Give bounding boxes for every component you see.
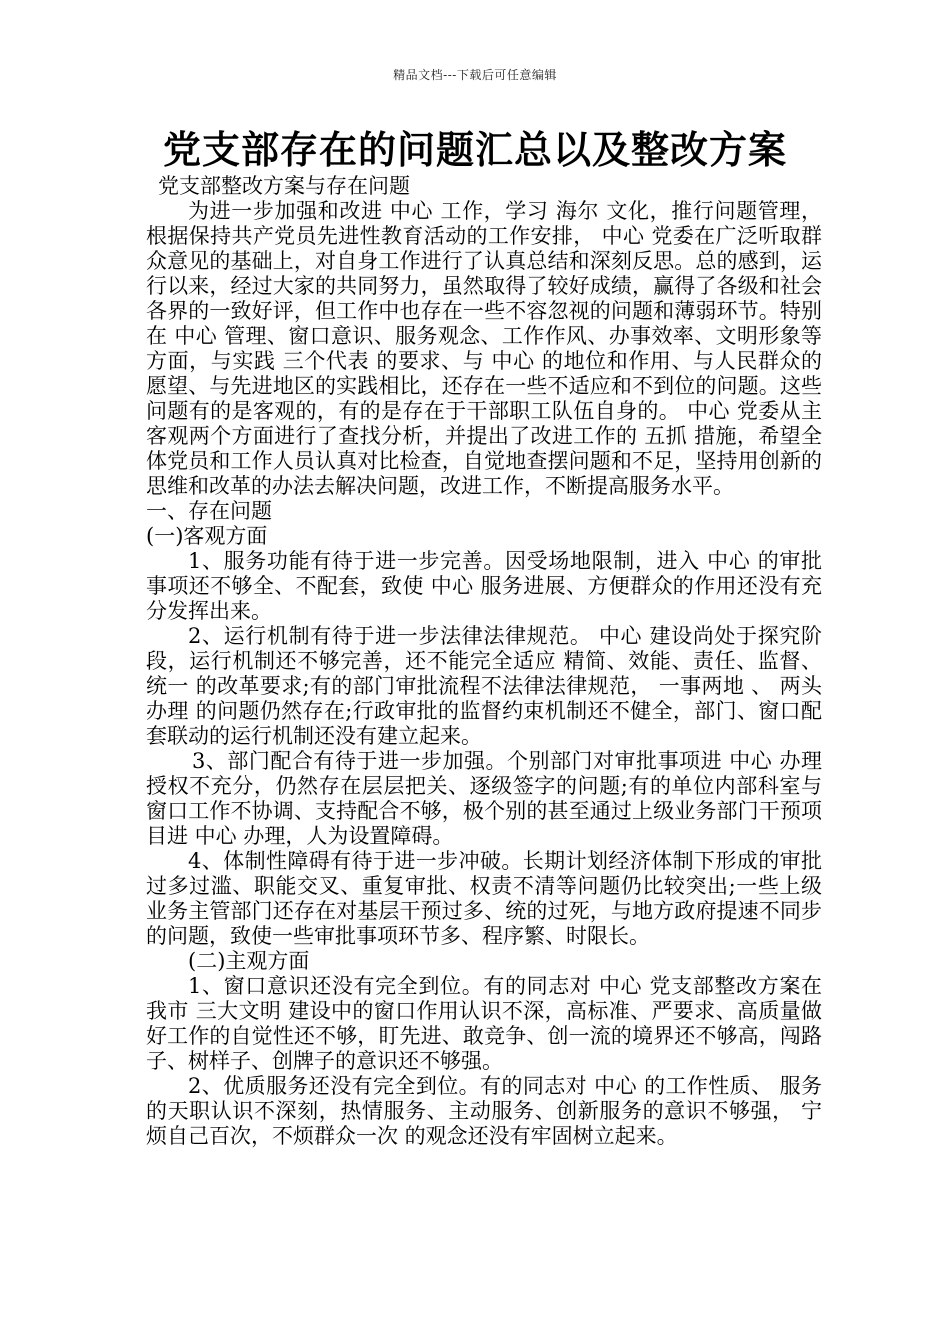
objective-item-3: 3、部门配合有待于进一步加强。个别部门对审批事项进 中心 办理授权不充分，仍然存在层层把关、逐级签字的问题;有的单位内部科室与窗口工作不协调、支持配合不够，极个别的甚至通过上级业务部门干预项目进 中心 办理，人为设置障碍。: [146, 749, 822, 848]
page-title: 党支部存在的问题汇总以及整改方案: [162, 128, 787, 172]
subsection-heading-subjective: (二)主观方面: [188, 949, 310, 973]
document-body: [146, 174, 822, 1149]
subjective-item-1: 1、窗口意识还没有完全到位。有的同志对 中心 党支部整改方案在我市 三大文明 建设中的窗口作用认识不深，高标准、严要求、高质量做好工作的自觉性还不够，盯先进、敢竞争、创一流的境界还不够高，闯路子、树样子、创牌子的意识还不够强。: [146, 974, 822, 1073]
subjective-item-2: 2、优质服务还没有完全到位。有的同志对 中心 的工作性质、 服务 的天职认识不深刻，热情服务、主动服务、创新服务的意识不够强， 宁烦自己百次，不烦群众一次 的观念还没有牢固树立起来。: [146, 1074, 822, 1148]
intro-paragraph: 为进一步加强和改进 中心 工作，学习 海尔 文化，推行问题管理，根据保持共产党员先进性教育活动的工作安排， 中心 党委在广泛听取群众意见的基础上，对自身工作进行了认真总结和深刻反思。总的感到，运行以来，经过大家的共同努力，虽然取得了较好成绩，赢得了各级和社会各界的一致好评，但工作中也存在一些不容忽视的问题和薄弱环节。特别在 中心 管理、窗口意识、服务观念、工作作风、办事效率、文明形象等方面，与实践 三个代表 的要求、与 中心 的地位和作用、与人民群众的愿望、与先进地区的实践相比，还存在一些不适应和不到位的问题。这些问题有的是客观的，有的是存在于干部职工队伍自身的。 中心 党委从主客观两个方面进行了查找分析，并提出了改进工作的 五抓 措施，希望全体党员和工作人员认真对比检查，自觉地查摆问题和不足，坚持用创新的思维和改革的办法去解决问题，改进工作，不断提高服务水平。: [146, 199, 822, 498]
header-note: 精品文档---下载后可任意编辑: [393, 68, 557, 82]
document-subtitle: 党支部整改方案与存在问题: [158, 174, 410, 198]
section-heading-problems: 一、存在问题: [146, 499, 272, 523]
objective-item-4: 4、体制性障碍有待于进一步冲破。长期计划经济体制下形成的审批过多过滥、职能交叉、重复审批、权责不清等问题仍比较突出;一些上级业务主管部门还存在对基层干预过多、统的过死，与地方政府提速不同步的问题，致使一些审批事项环节多、程序繁、时限长。: [146, 849, 822, 948]
objective-item-2: 2、运行机制有待于进一步法律法律规范。 中心 建设尚处于探究阶段，运行机制还不够完善，还不能完全适应 精简、效能、责任、监督、统一 的改革要求;有的部门审批流程不法律法律规范， 一事两地 、 两头办理 的问题仍然存在;行政审批的监督约束机制还不健全，部门、窗口配套联动的运行机制还没有建立起来。: [146, 624, 822, 748]
objective-item-1: 1、服务功能有待于进一步完善。因受场地限制，进入 中心 的审批事项还不够全、不配套，致使 中心 服务进展、方便群众的作用还没有充分发挥出来。: [146, 549, 822, 623]
subsection-heading-objective: (一)客观方面: [146, 524, 268, 548]
